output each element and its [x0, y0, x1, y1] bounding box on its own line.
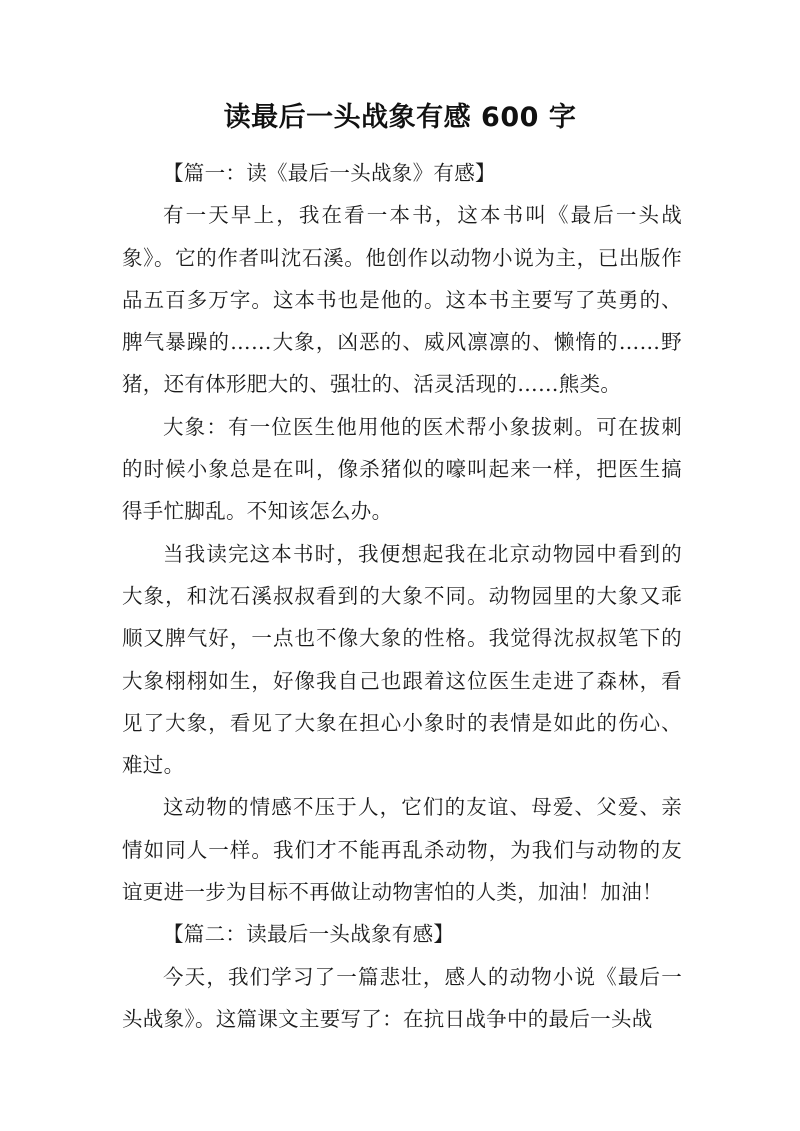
document-title: 读最后一头战象有感 600 字 [223, 102, 577, 133]
paragraph: 今天，我们学习了一篇悲壮，感人的动物小说《最后一头战象》。这篇课文主要写了：在抗日战争中的最后一头战 [122, 964, 682, 1031]
document-body [122, 152, 682, 1040]
section-heading-1: 【篇一：读《最后一头战象》有感】 [163, 161, 496, 185]
paragraph: 当我读完这本书时，我便想起我在北京动物园中看到的大象，和沈石溪叔叔看到的大象不同。动物园里的大象又乖顺又脾气好，一点也不像大象的性格。我觉得沈叔叔笔下的大象栩栩如生，好像我自己也跟着这位医生走进了森林，看见了大象，看见了大象在担心小象时的表情是如此的伤心、难过。 [122, 541, 682, 778]
section-heading-2: 【篇二：读最后一头战象有感】 [163, 922, 455, 947]
paragraph: 大象：有一位医生他用他的医术帮小象拔刺。可在拔刺的时候小象总是在叫，像杀猪似的嚎叫起来一样，把医生搞得手忙脚乱。不知该怎么办。 [122, 414, 682, 524]
paragraph: 这动物的情感不压于人，它们的友谊、母爱、父爱、亲情如同人一样。我们才不能再乱杀动物，为我们与动物的友谊更进一步为目标不再做让动物害怕的人类，加油！加油！ [122, 795, 682, 905]
paragraph: 有一天早上，我在看一本书，这本书叫《最后一头战象》。它的作者叫沈石溪。他创作以动物小说为主，已出版作品五百多万字。这本书也是他的。这本书主要写了英勇的、脾气暴躁的……大象，凶恶的、威风凛凛的、懒惰的……野猪，还有体形肥大的、强壮的、活灵活现的……熊类。 [122, 203, 682, 397]
